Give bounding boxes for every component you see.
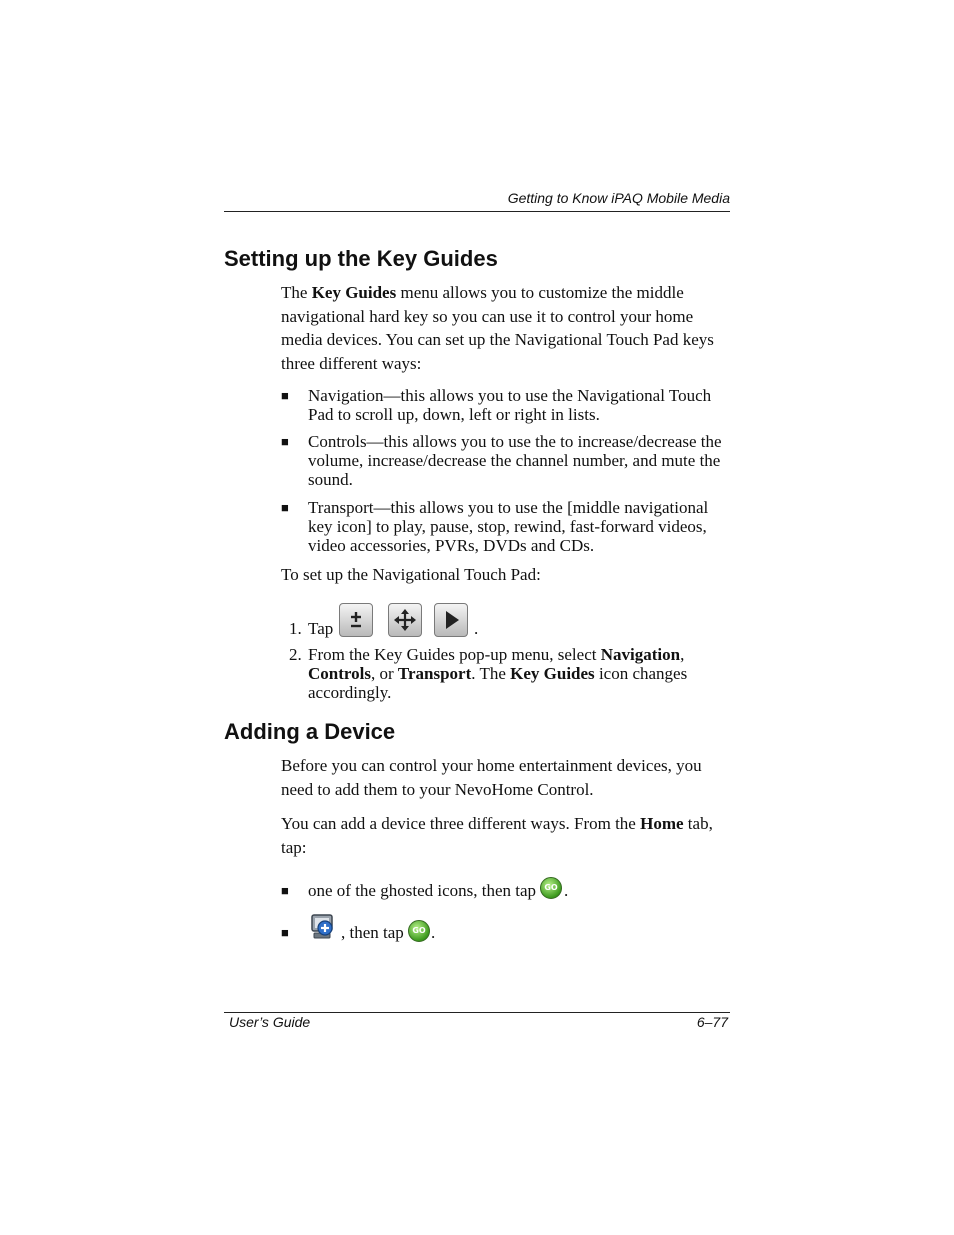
intro-post: menu allows you to customize the middle navigational hard key so you can use it to control your home media devices. You can set up the Navigational Touch Pad keys three different ways: — [281, 283, 714, 373]
go-icon[interactable] — [540, 877, 562, 899]
para-2-pre: You can add a device three different ways. From the — [281, 814, 641, 833]
step-2-transport: Transport — [397, 664, 472, 683]
bullet-marker: ■ — [281, 434, 289, 449]
page-number: 6–77 — [696, 1014, 728, 1030]
add-device-icon[interactable] — [309, 913, 339, 943]
step-number: 1. — [289, 619, 302, 638]
bullet-marker: ■ — [281, 883, 289, 898]
header-rule — [224, 211, 730, 212]
bullet-controls: Controls—this allows you to use the to increase/decrease the volume, increase/decrease the channel number, and mute the sound. — [308, 432, 722, 489]
go-icon-label: GO — [544, 883, 558, 892]
bullet-navigation: Navigation—this allows you to use the Navigational Touch Pad to scroll up, down, left or right in lists. — [308, 386, 712, 424]
section-heading-key-guides: Setting up the Key Guides — [224, 246, 498, 271]
four-way-arrows-icon[interactable] — [388, 603, 422, 637]
bullet-marker: ■ — [281, 925, 289, 940]
list-item — [281, 881, 731, 903]
para-2-post: tab, tap: — [281, 814, 713, 857]
step-2-part: From the Key Guides pop-up menu, select — [308, 645, 601, 664]
step-1-text: Tap — [308, 619, 334, 638]
step-2-key-guides: Key Guides — [510, 664, 595, 683]
step-2-part: , or — [370, 664, 398, 683]
step-number: 2. — [289, 645, 302, 664]
footer-title: User’s Guide — [229, 1014, 311, 1030]
step-2-part: icon changes accordingly. — [308, 664, 688, 702]
intro-bold: Key Guides — [311, 283, 397, 302]
go-icon[interactable] — [408, 920, 430, 942]
running-header: Getting to Know iPAQ Mobile Media — [507, 190, 730, 206]
bullet-ghosted-icons: one of the ghosted icons, then tap — [308, 881, 537, 900]
list-item — [281, 432, 731, 492]
footer-rule — [224, 1012, 730, 1013]
list-item — [281, 386, 731, 426]
bullet-transport: Transport—this allows you to use the [middle navigational key icon] to play, pause, stop, rewind, fast-forward videos, video accessories, PVRs, DVDs and CDs. — [308, 498, 709, 555]
key-guides-intro — [281, 281, 729, 375]
setup-lead: To set up the Navigational Touch Pad: — [281, 565, 541, 584]
para-2-home: Home — [640, 814, 684, 833]
step-2-part: , — [680, 645, 685, 664]
adding-device-para-1: Before you can control your home entertainment devices, you need to add them to your NevoHome Control. — [281, 756, 702, 799]
bullet-1-end: . — [564, 881, 569, 900]
bullet-marker: ■ — [281, 500, 289, 515]
list-item — [281, 498, 731, 558]
play-icon[interactable] — [434, 603, 468, 637]
section-heading-adding-device: Adding a Device — [224, 719, 396, 744]
step-1-end: . — [474, 619, 479, 638]
go-icon-label: GO — [412, 926, 426, 935]
step-2-navigation: Navigation — [600, 645, 681, 664]
intro-pre: The — [281, 283, 312, 302]
bullet-marker: ■ — [281, 388, 289, 403]
step-2-controls: Controls — [308, 664, 371, 683]
plus-minus-icon[interactable] — [339, 603, 373, 637]
step-2 — [289, 645, 730, 705]
step-2-text — [308, 645, 730, 702]
bullet-2-end: . — [431, 923, 436, 942]
bullet-2-text: , then tap — [341, 923, 404, 942]
adding-device-para-2 — [281, 812, 729, 859]
step-2-part: . The — [471, 664, 511, 683]
